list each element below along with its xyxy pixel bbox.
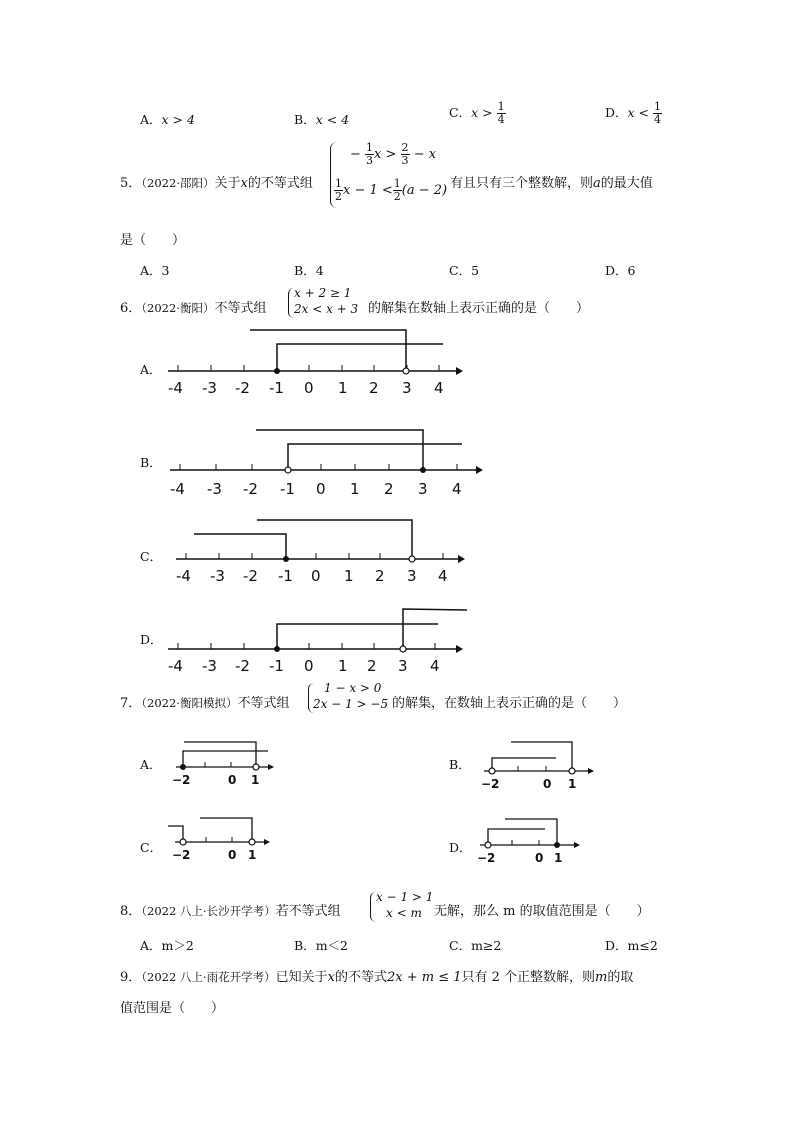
q6d-tick-1: 1: [338, 657, 348, 675]
range-line-upper: [250, 330, 406, 371]
q5-var-x: x: [240, 176, 248, 191]
fraction-denominator: 2: [393, 190, 401, 203]
option-label: D．: [605, 938, 628, 953]
q4-option-d-label: D．: [605, 105, 628, 120]
q8-system-line1: x − 1 > 1: [376, 890, 434, 904]
q6c-tick-3: 3: [407, 567, 417, 585]
q4-option-d: [605, 101, 662, 126]
open-dot: [403, 368, 409, 374]
option-label: B．: [294, 263, 316, 278]
q5-var-a: a: [593, 176, 601, 191]
q5-line2-tail: (a − 2): [401, 183, 448, 198]
q9-inequality: 2x + m ≤ 1: [386, 970, 462, 985]
q9-stem-line2: 值范围是（ ）: [120, 1001, 225, 1016]
q5-option-a: [140, 261, 169, 279]
axis-arrow-icon: [456, 367, 463, 375]
q8-text: 若不等式组: [275, 904, 341, 919]
option-label: D．: [605, 263, 628, 278]
open-dot: [569, 768, 575, 774]
q5-stem-start: [120, 172, 313, 191]
axis-arrow-icon: [456, 645, 463, 653]
q4-option-d-fraction: [653, 101, 662, 126]
q7b-tick-1: 1: [568, 777, 577, 791]
q6c-tick-0: 0: [311, 567, 321, 585]
range-line-upper: [256, 430, 423, 470]
q9-text-end: 的取: [607, 970, 634, 985]
fraction-numerator: 1: [393, 177, 401, 190]
q5-option-b: [294, 261, 324, 279]
q5-number: 5．: [120, 176, 142, 191]
q7-stem-start: [120, 692, 289, 711]
closed-dot: [420, 467, 426, 473]
q5-fraction-1-2a: [334, 178, 343, 203]
q5-fraction-1-3: [365, 142, 374, 167]
q9-stem-line1: [120, 966, 633, 985]
q6d-tick--1: -1: [269, 657, 284, 675]
q6-option-a-label: A．: [140, 362, 162, 377]
q6-source: （2022·衡阳）: [141, 301, 215, 315]
tick-marks: [178, 365, 439, 371]
q6d-tick--3: -3: [202, 657, 217, 675]
q7-number: 7．: [120, 696, 142, 711]
q8-source: （2022 八上·长沙开学考）: [141, 904, 276, 918]
q6b-tick-4: 4: [452, 480, 462, 498]
q7-source: （2022·衡阳模拟）: [141, 696, 238, 710]
q9-number: 9．: [120, 970, 142, 985]
q6a-tick--2: -2: [235, 379, 250, 397]
option-label: C．: [449, 263, 472, 278]
q7c-tick-neg2: −2: [172, 848, 191, 862]
option-label: A．: [140, 263, 162, 278]
q6-number: 6．: [120, 301, 142, 316]
q7-text: 不等式组: [237, 696, 290, 711]
open-dot: [400, 646, 406, 652]
q6a-tick-4: 4: [434, 379, 444, 397]
q4-option-b-expr: x < 4: [315, 112, 350, 127]
fraction-numerator: 1: [335, 177, 342, 190]
fraction-denominator: 4: [497, 113, 505, 126]
range-line-upper: [403, 609, 467, 649]
q7-system-line2: 2x − 1 > −5: [313, 697, 389, 711]
q5-fraction-2-3: [401, 142, 410, 167]
open-dot: [285, 467, 291, 473]
q5-text-end: 的最大值: [600, 176, 653, 191]
q7d-tick-0: 0: [535, 851, 544, 865]
q7a-tick-neg2: −2: [172, 773, 191, 787]
tick-marks: [186, 553, 443, 559]
option-value: 3: [161, 263, 170, 278]
q5-text-after: 有且只有三个整数解，则: [450, 176, 594, 191]
option-label: A．: [140, 938, 162, 953]
fraction-numerator: 1: [497, 100, 505, 113]
open-dot: [253, 764, 259, 770]
q5-option-d: [605, 261, 635, 279]
q4-option-a: [140, 110, 195, 128]
q5-text-mid: 的不等式组: [247, 176, 313, 191]
tick-marks: [178, 643, 435, 649]
q8-option-a: [140, 936, 194, 954]
q6d-tick-4: 4: [430, 657, 440, 675]
option-value: m≥2: [471, 938, 502, 953]
q7b-tick-0: 0: [543, 777, 552, 791]
q6-stem-end: 的解集在数轴上表示正确的是（ ）: [368, 301, 590, 316]
q5-system-line1: [350, 142, 436, 167]
q5-stem-line2: 是（ ）: [120, 233, 186, 248]
q4-option-b: [294, 110, 349, 128]
q6-system-line1: x + 2 ≥ 1: [294, 286, 352, 300]
q6d-tick-2: 2: [367, 657, 377, 675]
q6-system-line2: 2x < x + 3: [294, 302, 359, 316]
q6c-tick--3: -3: [210, 567, 225, 585]
fraction-numerator: 1: [654, 100, 662, 113]
q4-option-c-label: C．: [449, 105, 472, 120]
open-dot: [485, 842, 491, 848]
q5-minus-sign: −: [350, 147, 361, 162]
q7-stem-end: 的解集，在数轴上表示正确的是（ ）: [392, 696, 627, 711]
q6a-tick-2: 2: [369, 379, 379, 397]
q7d-tick-1: 1: [554, 851, 563, 865]
q6b-tick-0: 0: [316, 480, 326, 498]
q4-option-c-fraction: [497, 101, 506, 126]
range-line-lower: [194, 534, 286, 559]
q6c-tick--2: -2: [243, 567, 258, 585]
q4-option-c: [449, 101, 506, 126]
q6c-tick-4: 4: [438, 567, 448, 585]
q6b-tick-1: 1: [350, 480, 360, 498]
q7-option-c-label: C．: [140, 840, 163, 855]
tick-marks: [180, 464, 457, 470]
q9-text-mid: 的不等式: [334, 970, 387, 985]
q7-line-c: [168, 818, 270, 845]
q8-system-line2: x < m: [386, 906, 422, 920]
closed-dot: [180, 764, 186, 770]
q7-option-a-label: A．: [140, 757, 162, 772]
q9-text-after: 只有 2 个正整数解，则: [461, 970, 596, 985]
q7-system-line1: 1 − x > 0: [324, 681, 382, 695]
q9-var-x: x: [327, 970, 335, 985]
fraction-denominator: 3: [366, 154, 374, 167]
q6-stem-start: [120, 297, 266, 316]
q6b-tick--3: -3: [207, 480, 222, 498]
q6d-tick-0: 0: [304, 657, 314, 675]
closed-dot: [283, 556, 289, 562]
q6-option-c-label: C．: [140, 549, 163, 564]
q6d-tick--2: -2: [235, 657, 250, 675]
closed-dot: [274, 368, 280, 374]
fraction-denominator: 3: [401, 154, 409, 167]
q6-option-b-label: B．: [140, 455, 162, 470]
q4-option-a-label: A．: [140, 112, 162, 127]
q7b-tick-neg2: −2: [481, 777, 500, 791]
range-line-lower: [288, 444, 462, 470]
open-dot: [489, 768, 495, 774]
q4-option-a-expr: x > 4: [161, 112, 195, 127]
q7c-tick-0: 0: [228, 848, 237, 862]
open-dot: [409, 556, 415, 562]
option-value: 5: [471, 263, 480, 278]
q5-source: （2022·邵阳）: [141, 176, 215, 190]
q7-option-d-label: D．: [449, 840, 472, 855]
q5-stem-end: [450, 172, 653, 191]
q7-line-b: [484, 742, 594, 774]
q6c-tick--4: -4: [176, 567, 191, 585]
option-label: B．: [294, 938, 316, 953]
q5-line1-tail: − x: [413, 147, 437, 162]
q7a-tick-0: 0: [228, 773, 237, 787]
q5-option-c: [449, 261, 479, 279]
q7d-tick-neg2: −2: [477, 851, 496, 865]
q4-option-c-expr: x >: [471, 105, 493, 120]
q7-option-b-label: B．: [449, 757, 471, 772]
fraction-numerator: 2: [401, 141, 409, 154]
fraction-denominator: 2: [335, 190, 342, 203]
q6-text: 不等式组: [214, 301, 267, 316]
closed-dot: [274, 646, 280, 652]
q6d-tick--4: -4: [168, 657, 183, 675]
open-dot: [249, 839, 255, 845]
q6b-tick--1: -1: [280, 480, 295, 498]
q4-option-b-label: B．: [294, 112, 316, 127]
range-line-upper: [257, 520, 412, 559]
q6b-tick--2: -2: [243, 480, 258, 498]
q4-option-d-expr: x <: [627, 105, 650, 120]
q8-option-b: [294, 936, 348, 954]
q6c-tick-1: 1: [344, 567, 354, 585]
q5-line1-mid: x >: [374, 147, 397, 162]
option-value: 6: [627, 263, 636, 278]
q9-var-m: m: [595, 970, 608, 985]
q8-stem-end: 无解，那么 m 的取值范围是（ ）: [434, 904, 650, 919]
q6a-tick-3: 3: [402, 379, 412, 397]
q7-line-a: [176, 742, 274, 770]
q7a-tick-1: 1: [251, 773, 260, 787]
q5-system-line2: [334, 178, 447, 203]
q7c-tick-1: 1: [248, 848, 257, 862]
q8-option-d: [605, 936, 658, 954]
q8-option-c: [449, 936, 501, 954]
fraction-numerator: 1: [366, 141, 374, 154]
option-value: 4: [315, 263, 324, 278]
q6c-tick--1: -1: [278, 567, 293, 585]
q6b-tick-3: 3: [418, 480, 428, 498]
q8-number: 8．: [120, 904, 142, 919]
q6a-tick--1: -1: [269, 379, 284, 397]
q6c-tick-2: 2: [375, 567, 385, 585]
q6-option-d-label: D．: [140, 632, 163, 647]
q5-text: 关于: [214, 176, 241, 191]
option-value: m＞2: [161, 938, 194, 953]
axis-arrow-icon: [458, 555, 465, 563]
q6a-tick--3: -3: [202, 379, 217, 397]
closed-dot: [554, 842, 560, 848]
q6d-tick-3: 3: [398, 657, 408, 675]
option-label: C．: [449, 938, 472, 953]
axis-arrow-icon: [476, 466, 483, 474]
q6a-tick-0: 0: [304, 379, 314, 397]
q5-fraction-1-2b: [393, 178, 402, 203]
open-dot: [180, 839, 186, 845]
option-value: m≤2: [627, 938, 658, 953]
fraction-denominator: 4: [654, 113, 662, 126]
q5-line2-mid: x − 1 <: [343, 183, 393, 198]
q6b-tick-2: 2: [384, 480, 394, 498]
q7-line-d: [480, 819, 580, 848]
q8-stem-start: [120, 900, 341, 919]
range-line-lower: [277, 344, 443, 371]
range-line-lower: [277, 624, 438, 649]
option-value: m＜2: [315, 938, 348, 953]
q9-source: （2022 八上·雨花开学考）: [141, 970, 276, 984]
q9-text: 已知关于: [275, 970, 328, 985]
q6a-tick-1: 1: [338, 379, 348, 397]
q6a-tick--4: -4: [168, 379, 183, 397]
q6b-tick--4: -4: [170, 480, 185, 498]
